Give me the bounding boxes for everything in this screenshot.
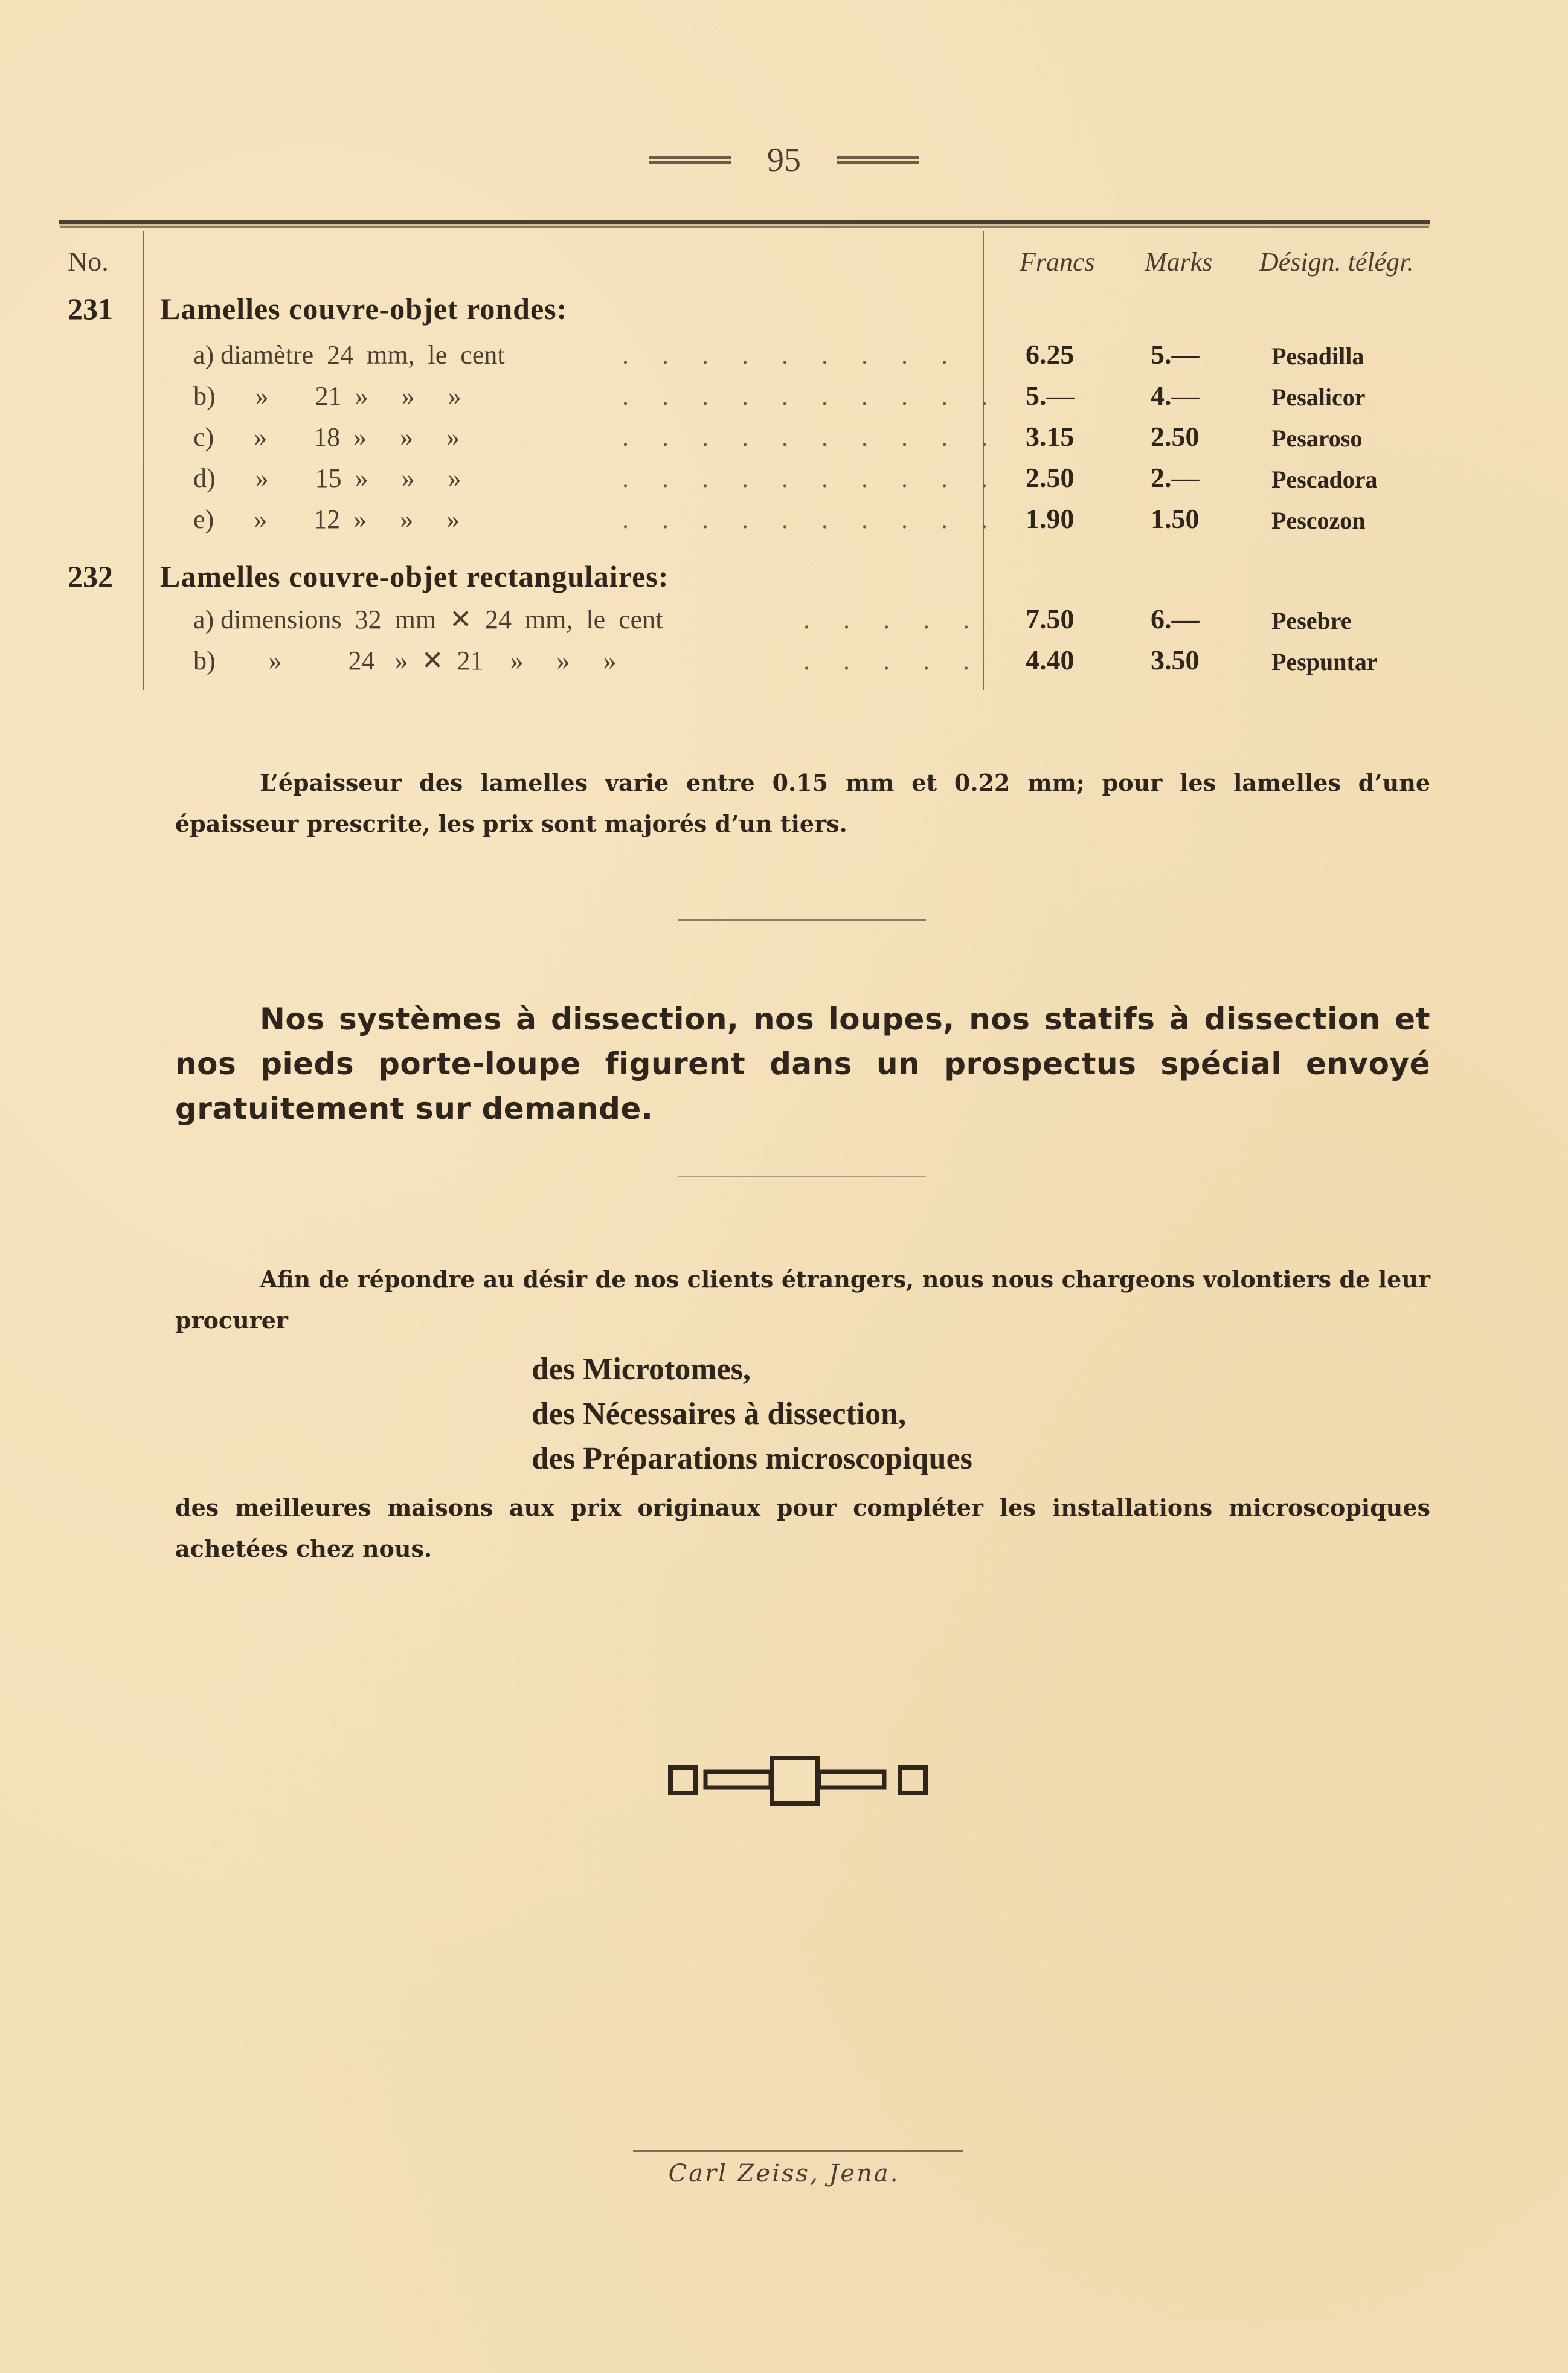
column-header-francs: Francs	[1020, 247, 1095, 277]
price-marks: 6.—	[1151, 604, 1200, 634]
price-francs: 7.50	[1026, 604, 1075, 634]
thickness-note	[175, 762, 1430, 845]
column-header-designation: Désign. télégr.	[1259, 247, 1414, 277]
row-label: a) diamètre 24 mm, le cent	[193, 340, 505, 370]
table-column-divider	[983, 231, 984, 690]
telegraph-code: Pescozon	[1271, 507, 1366, 534]
group-title: Lamelles couvre-objet rectangulaires:	[160, 559, 669, 593]
list-item: des Nécessaires à dissection,	[532, 1397, 907, 1431]
price-marks: 3.50	[1151, 645, 1200, 675]
telegraph-code: Pesebre	[1271, 607, 1352, 634]
list-item: des Préparations microscopiques	[532, 1441, 972, 1476]
foreign-products-list	[532, 1347, 972, 1481]
price-marks: 4.—	[1151, 380, 1200, 411]
telegraph-code: Pesadilla	[1271, 343, 1364, 370]
row-label: d) » 15 » » »	[193, 463, 461, 493]
foreign-outro	[175, 1487, 1430, 1570]
table-column-divider	[143, 231, 144, 690]
page-header	[0, 136, 1568, 184]
dot-leader: . . . . .	[803, 605, 983, 634]
telegraph-code: Pescadora	[1271, 466, 1378, 493]
price-marks: 1.50	[1151, 503, 1200, 534]
footer-rule	[633, 2150, 963, 2152]
ornament-bar-right	[819, 1772, 884, 1788]
double-rule-left	[649, 156, 731, 164]
publisher-imprint: Carl Zeiss, Jena.	[668, 2160, 900, 2188]
page-number: 95	[767, 141, 801, 179]
price-francs: 1.90	[1026, 503, 1075, 534]
ornament-small-square-left	[670, 1768, 696, 1793]
dot-leader: . . . . . . . . . .	[622, 381, 1001, 411]
list-item: des Microtomes,	[532, 1352, 751, 1386]
double-rule-right	[837, 156, 919, 164]
group-title: Lamelles couvre-objet rondes:	[160, 292, 568, 326]
telegraph-code: Pesaroso	[1271, 425, 1363, 452]
telegraph-code: Pespuntar	[1271, 648, 1378, 675]
foreign-intro	[175, 1259, 1430, 1341]
price-marks: 5.—	[1151, 339, 1200, 370]
row-label: b) » 21 » » »	[193, 381, 461, 411]
section-divider	[678, 919, 926, 921]
price-francs: 3.15	[1026, 421, 1075, 452]
price-marks: 2.50	[1151, 421, 1200, 452]
item-number: 232	[68, 559, 113, 593]
table-top-rule	[59, 220, 1430, 226]
price-francs: 5.—	[1026, 380, 1075, 411]
square-bar-ornament-icon	[664, 1752, 936, 1806]
thickness-note-text: L’épaisseur des lamelles varie entre 0.15 mm et 0.22 mm; pour les lamelles d’une épaisseur prescrite, les prix sont majorés d’un tiers.	[175, 769, 1430, 837]
column-header-marks: Marks	[1145, 247, 1213, 277]
price-francs: 6.25	[1026, 339, 1075, 370]
dot-leader: . . . . . . . . . .	[622, 504, 1001, 534]
row-label: b) » 24 » ✕ 21 » » »	[193, 646, 617, 675]
dissection-note-text: Nos systèmes à dissection, nos loupes, nos statifs à dissection et nos pieds porte-loupe figurent dans un prospectus spécial envoyé gratuitement sur demande.	[175, 1002, 1430, 1126]
item-number: 231	[68, 292, 113, 326]
dissection-note	[175, 997, 1430, 1131]
telegraph-code: Pesalicor	[1271, 384, 1366, 411]
dot-leader: . . . . . . . . . .	[622, 422, 1001, 452]
row-label: a) dimensions 32 mm ✕ 24 mm, le cent	[193, 605, 663, 634]
section-divider	[678, 1176, 926, 1177]
row-label: c) » 18 » » »	[193, 422, 460, 452]
dot-leader: . . . . .	[803, 646, 983, 675]
price-francs: 4.40	[1026, 645, 1075, 675]
ornament-small-square-right	[900, 1768, 925, 1793]
dot-leader: . . . . . . . . .	[622, 340, 961, 370]
price-francs: 2.50	[1026, 462, 1075, 493]
row-label: e) » 12 » » »	[193, 504, 460, 534]
price-marks: 2.—	[1151, 462, 1200, 493]
ornament-bar-left	[705, 1772, 771, 1788]
dot-leader: . . . . . . . . . .	[622, 463, 1001, 493]
ornament-center-square	[772, 1758, 818, 1804]
column-header-no: No.	[68, 246, 109, 277]
foreign-outro-text: des meilleures maisons aux prix originaux pour compléter les installations microscopiques achetées chez nous.	[175, 1494, 1430, 1562]
foreign-intro-text: Afin de répondre au désir de nos clients étrangers, nous nous chargeons volontiers de leur procurer	[175, 1266, 1430, 1334]
